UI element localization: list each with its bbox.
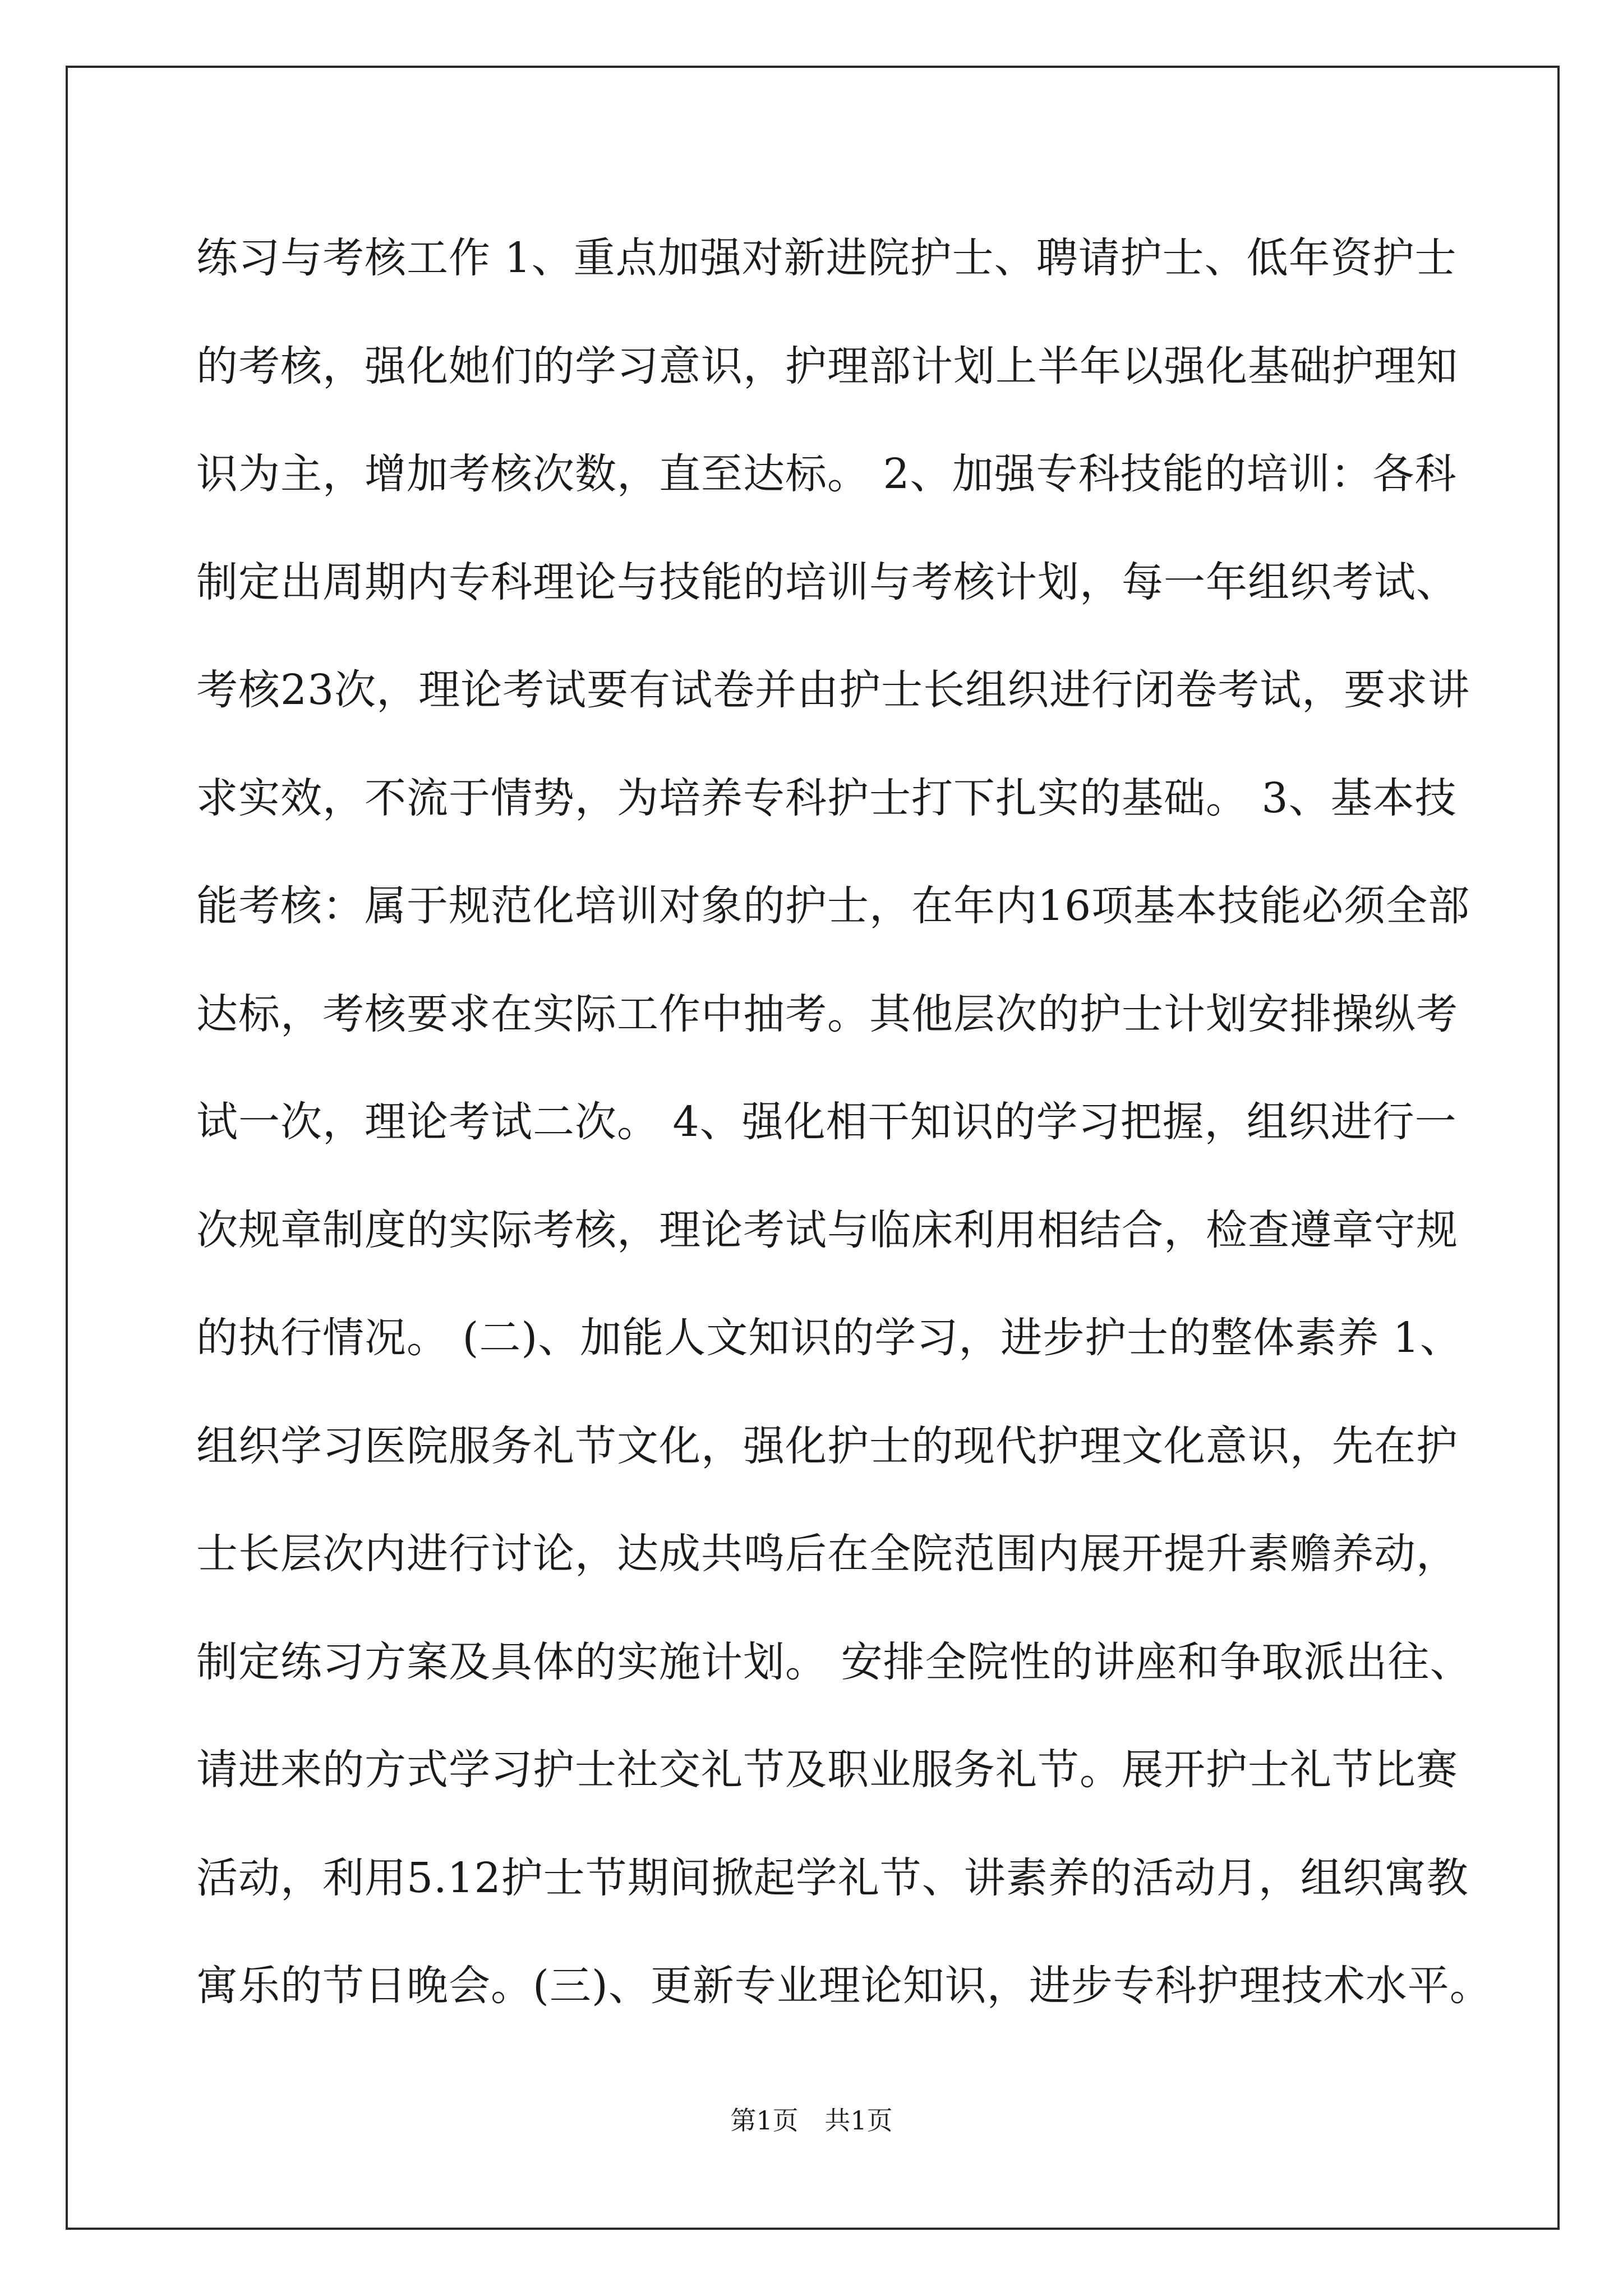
text-line: 考核23次，理论考试要有试卷并由护士长组织进行闭卷考试，要求讲	[196, 666, 1470, 714]
page-total: 共1页	[824, 2105, 893, 2136]
text-line: 练习与考核工作 1、重点加强对新进院护士、聘请护士、低年资护士	[196, 234, 1457, 282]
text-line: 组织学习医院服务礼节文化，强化护士的现代护理文化意识，先在护	[196, 1421, 1458, 1470]
text-line: 的执行情况。 (二)、加能人文知识的学习，进步护士的整体素养 1、	[196, 1314, 1462, 1362]
text-line: 次规章制度的实际考核，理论考试与临床利用相结合，检查遵章守规	[196, 1205, 1458, 1254]
document-body	[196, 216, 1492, 2052]
text-line: 士长层次内进行讨论，达成共鸣后在全院范围内展开提升素赡养动，	[196, 1530, 1458, 1578]
page-number: 第1页	[730, 2105, 799, 2136]
text-line: 制定练习方案及具体的实施计划。 安排全院性的讲座和争取派出往、	[196, 1637, 1472, 1686]
text-line: 达标，考核要求在实际工作中抽考。其他层次的护士计划安排操纵考	[196, 990, 1458, 1038]
text-line: 活动，利用5.12护士节期间掀起学礼节、讲素养的活动月，组织寓教	[196, 1853, 1469, 1902]
text-line: 识为主，增加考核次数，直至达标。 2、加强专科技能的培训：各科	[196, 450, 1457, 498]
text-line: 寓乐的节日晚会。(三)、更新专业理论知识，进步专科护理技术水平。	[196, 1962, 1492, 2010]
text-line: 制定出周期内专科理论与技能的培训与考核计划，每一年组织考试、	[196, 558, 1458, 606]
page-footer	[0, 2104, 1623, 2137]
text-line: 的考核，强化她们的学习意识，护理部计划上半年以强化基础护理知	[196, 342, 1458, 390]
text-line: 请进来的方式学习护士社交礼节及职业服务礼节。展开护士礼节比赛	[196, 1746, 1458, 1794]
text-line: 试一次，理论考试二次。 4、强化相干知识的学习把握，组织进行一	[196, 1098, 1457, 1146]
text-line: 求实效，不流于情势，为培养专科护士打下扎实的基础。 3、基本技	[196, 774, 1457, 822]
text-line: 能考核：属于规范化培训对象的护士，在年内16项基本技能必须全部	[196, 882, 1470, 930]
